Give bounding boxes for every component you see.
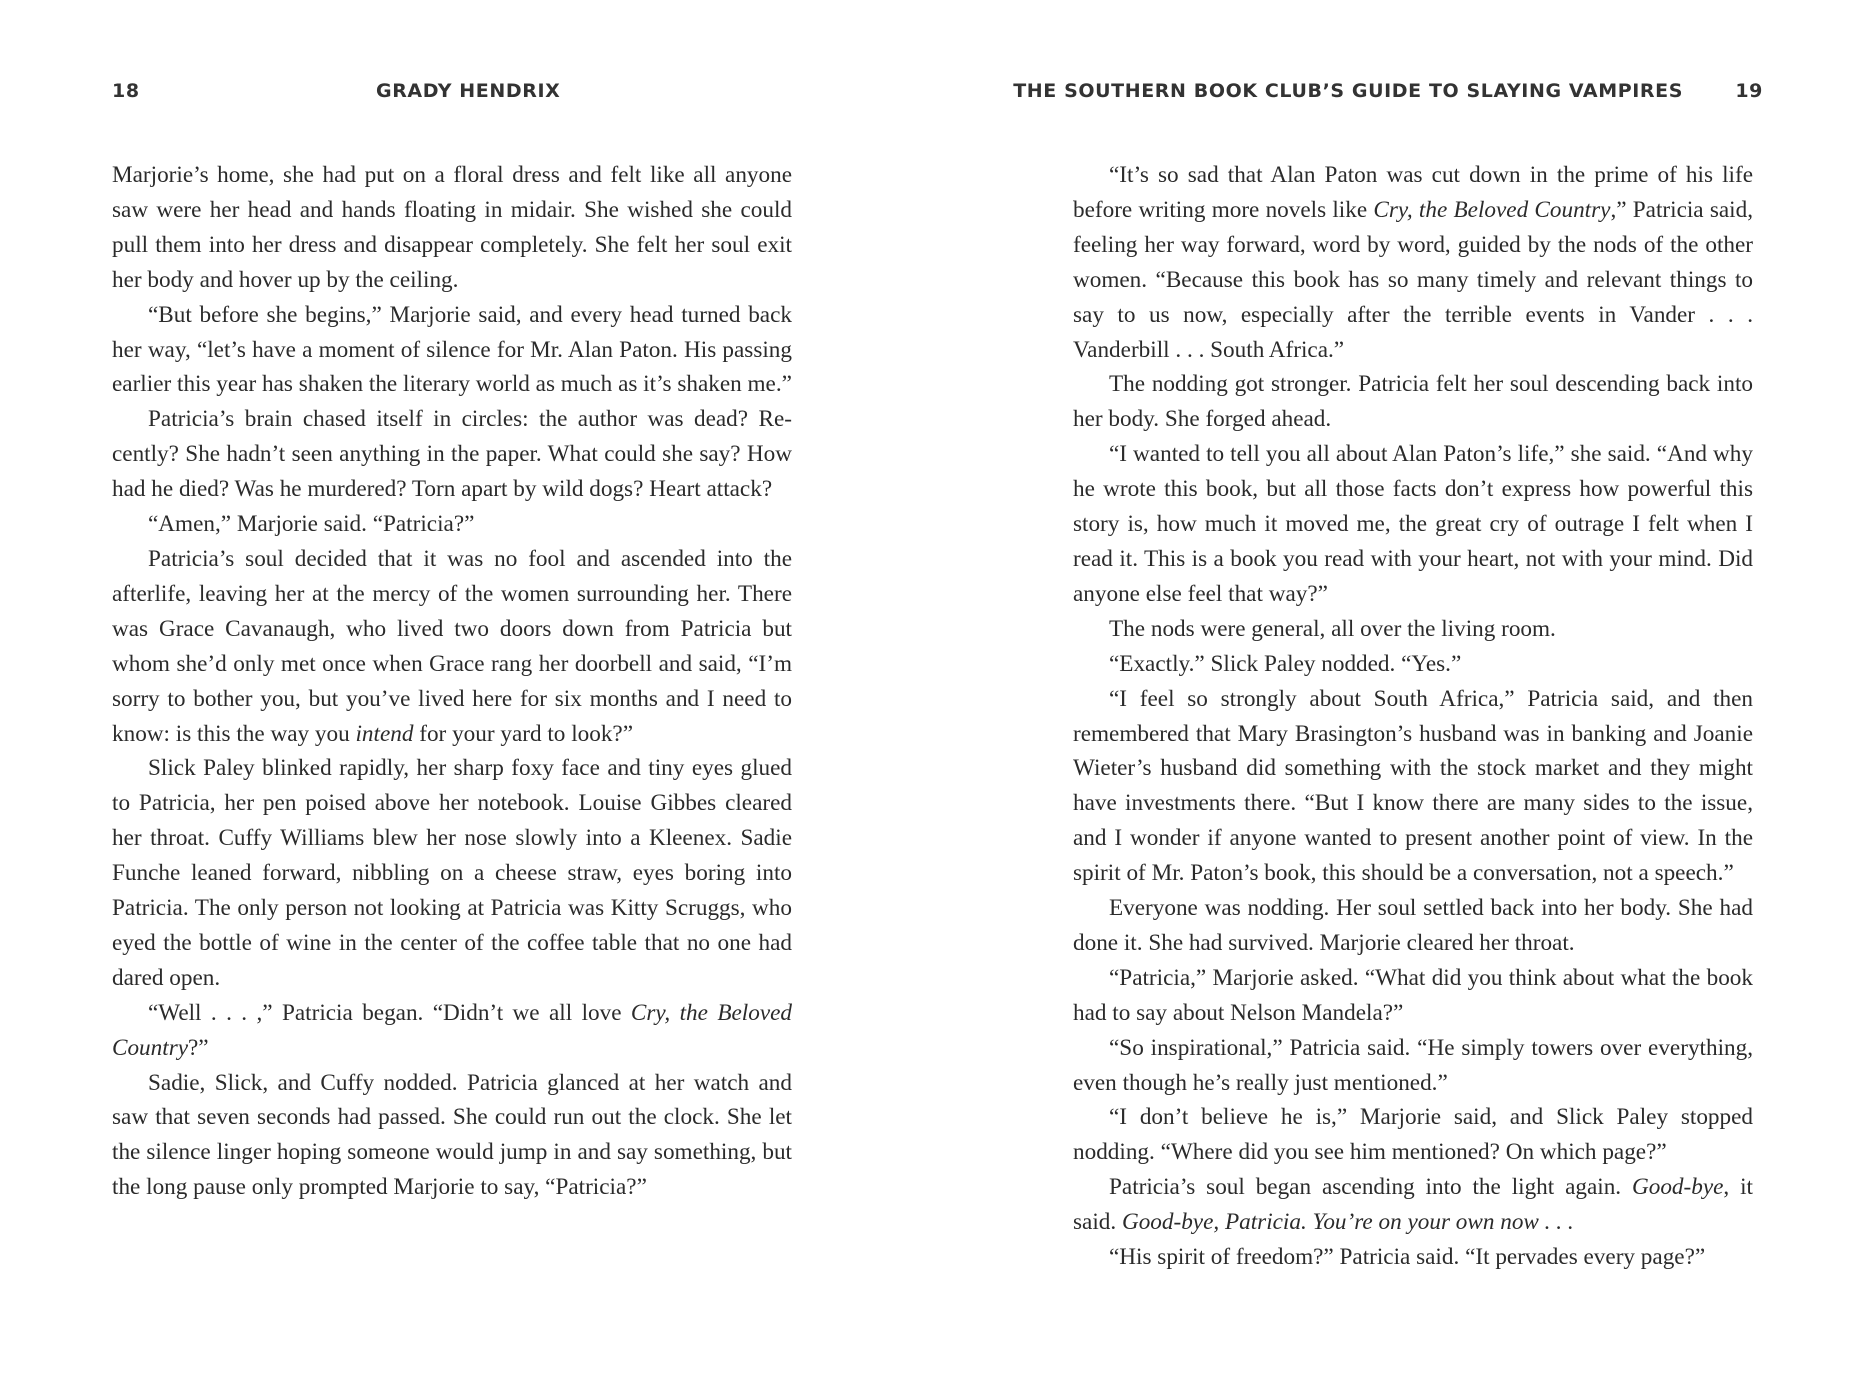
left-page-number: 18: [112, 80, 140, 102]
paragraph: Patricia’s brain chased itself in circles: the author was dead? Recently? She hadn’t seen anything in the paper. What could she say? How had he died? Was he murdered? Torn apart by wild dogs? Heart attack?: [112, 406, 792, 503]
paragraph: Patricia’s soul decided that it was no fool and ascended into the afterlife, leaving her at the mercy of the women surrounding her. There was Grace Cavanaugh, who lived two doors down from Patricia but whom she’d only met once when Grace rang her doorbell and said, “I’m sorry to bother you, but you’ve lived here for six months and I need to know: is this the way you intend for your yard to look?”: [112, 545, 792, 747]
book-title: THE SOUTHERN BOOK CLUB’S GUIDE TO SLAYING VAMPIRES: [1013, 80, 1683, 102]
left-running-head: [112, 80, 802, 110]
italic-emphasis: Good-bye, Patricia. You’re on your own now . . .: [1121, 1209, 1574, 1236]
left-page: [112, 0, 802, 1395]
paragraph: “So inspirational,” Patricia said. “He simply towers over everything, even though he’s really just mentioned.”: [1073, 1034, 1753, 1096]
paragraph: “I don’t believe he is,” Marjorie said, and Slick Paley stopped nodding. “Where did you see him mentioned? On which page?”: [1073, 1104, 1753, 1166]
paragraph: “Patricia,” Marjorie asked. “What did you think about what the book had to say about Nelson Mandela?”: [1073, 964, 1753, 1026]
book-title-italic: Cry, the Beloved Country: [112, 999, 792, 1061]
right-page: [1013, 0, 1763, 1395]
paragraph: “Exactly.” Slick Paley nodded. “Yes.”: [1109, 650, 1462, 677]
book-title-italic: Cry, the Beloved Country: [1373, 196, 1611, 223]
paragraph: Marjorie’s home, she had put on a floral dress and felt like all anyone saw were her head and hands floating in midair. She wished she could pull them into her dress and disappear completely. She felt her soul exit her body and hover up by the ceiling.: [112, 162, 792, 293]
right-page-number: 19: [1735, 80, 1763, 102]
paragraph: The nods were general, all over the living room.: [1109, 615, 1556, 642]
paragraph: Sadie, Slick, and Cuffy nodded. Patricia glanced at her watch and saw that seven seconds had passed. She could run out the clock. She let the silence linger hoping someone would jump in and say something, but the long pause only prompted Marjorie to say, “Patricia?”: [112, 1069, 792, 1201]
italic-emphasis: intend: [355, 720, 414, 747]
left-body-text: [112, 158, 792, 1205]
author-name: GRADY HENDRIX: [376, 80, 561, 102]
paragraph: Patricia’s soul began ascending into the light again. Good-bye, it said. Good-bye, Patricia. You’re on your own now . . .: [1073, 1174, 1753, 1236]
paragraph: The nodding got stronger. Patricia felt her soul descending back into her body. She forged ahead.: [1073, 371, 1753, 433]
paragraph: “Amen,” Marjorie said. “Patricia?”: [148, 511, 475, 538]
paragraph: Slick Paley blinked rapidly, her sharp foxy face and tiny eyes glued to Patricia, her pen poised above her notebook. Louise Gibbes cleared her throat. Cuffy Williams blew her nose slowly into a Kleenex. Sadie Funche leaned forward, nibbling on a cheese straw, eyes boring into Patricia. The only person not looking at Patricia was Kitty Scruggs, who eyed the bottle of wine in the center of the coffee table that no one had dared open.: [112, 755, 792, 991]
paragraph: “I feel so strongly about South Africa,” Patricia said, and then remembered that Mary Brasington’s husband was in banking and Joanie Wieter’s husband did something with the stock market and they might have investments there. “But I know there are many sides to the issue, and I wonder if anyone wanted to present another point of view. In the spirit of Mr. Paton’s book, this should be a conversation, not a speech.”: [1073, 685, 1753, 887]
paragraph: “Well . . . ,” Patricia began. “Didn’t we all love Cry, the Beloved Country?”: [112, 999, 792, 1061]
paragraph: “But before she begins,” Marjorie said, and every head turned back her way, “let’s have a moment of silence for Mr. Alan Paton. His passing earlier this year has shaken the literary world as much as it’s shaken me.”: [112, 301, 792, 398]
paragraph: “I wanted to tell you all about Alan Paton’s life,” she said. “And why he wrote this book, but all those facts don’t express how powerful this story is, how much it moved me, the great cry of outrage I felt when I read it. This is a book you read with your heart, not with your mind. Did anyone else feel that way?”: [1073, 441, 1753, 607]
paragraph: “His spirit of freedom?” Patricia said. “It pervades every page?”: [1109, 1244, 1706, 1271]
paragraph: “It’s so sad that Alan Paton was cut down in the prime of his life before writing more novels like Cry, the Beloved Country,” Patricia said, feeling her way forward, word by word, guided by the nods of the other women. “Because this book has so many timely and relevant things to say to us now, especially after the terrible events in Vander . . . Vanderbill . . . South Africa.”: [1073, 162, 1753, 363]
right-body-text: [1073, 158, 1753, 1275]
right-running-head: [1013, 80, 1763, 110]
paragraph: Everyone was nodding. Her soul settled back into her body. She had done it. She had survived. Marjorie cleared her throat.: [1073, 895, 1753, 956]
italic-emphasis: Good-bye: [1631, 1174, 1724, 1201]
